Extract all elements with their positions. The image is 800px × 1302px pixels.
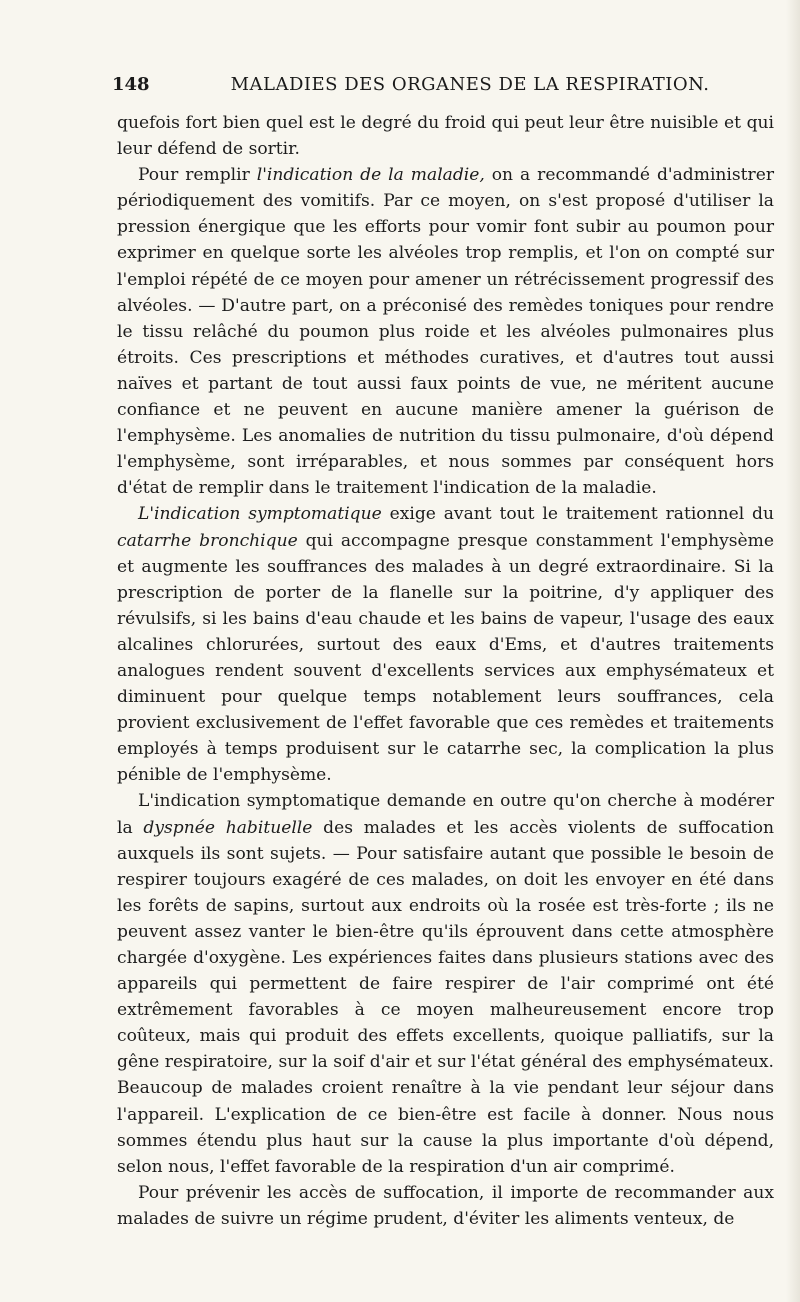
text-run: on a recommandé d'administrer périodiquement des vomitifs. Par ce moyen, on s'est proposé d'utiliser la pression énergique que les efforts pour vomir font subir au poumon pour exprimer en quelque sorte les alvéoles trop remplis, et l'on on compté sur l'emploi répété de ce moyen pour amener un rétrécissement progressif des alvéoles. — D'autre part, on a préconisé des remèdes toniques pour rendre le tissu relâché du poumon plus roide et les alvéoles pulmonaires plus étroits. Ces prescriptions et méthodes curatives, et d'autres tout aussi naïves et partant de tout aussi faux points de vue, ne méritent aucune confiance et ne peuvent en aucune manière amener la guérison de l'emphysème. Les anomalies de nutrition du tissu pulmonaire, d'où dépend l'emphysème, sont irréparables, et nous sommes par conséquent hors d'état de remplir dans le traitement l'indication de la maladie. (117, 165, 774, 499)
paragraph (117, 1180, 774, 1232)
text-run: exige avant tout le traitement rationnel du (381, 504, 774, 525)
page-number: 148 (112, 74, 150, 95)
text-run: Pour prévenir les accès de suffocation, il importe de recommander aux malades de suivre un régime prudent, d'éviter les aliments venteux, de (117, 1182, 774, 1229)
paragraph (117, 501, 774, 788)
text-run: Pour remplir (138, 165, 257, 186)
paragraph (117, 788, 774, 1179)
italic-text: dyspnée habituelle (143, 817, 313, 838)
text-run: quefois fort bien quel est le degré du froid qui peut leur être nuisible et qui leur défend de sortir. (117, 113, 774, 160)
italic-text: catarrhe bronchique (117, 530, 298, 551)
paragraph (117, 110, 774, 162)
italic-text: l'indication de la maladie, (256, 165, 485, 186)
text-run: qui accompagne presque constamment l'emphysème et augmente les souffrances des malades à un degré extraordinaire. Si la prescription de porter de la flanelle sur la poitrine, d'y appliquer des révulsifs, si les bains d'eau chaude et les bains de vapeur, l'usage des eaux alcalines chlorurées, surtout des eaux d'Ems, et d'autres traitements analogues rendent souvent d'excellents services aux emphysémateux et diminuent pour quelque temps notablement leurs souffrances, cela provient exclusivement de l'effet favorable que ces remèdes et traitements employés à temps produisent sur le catarrhe sec, la complication la plus pénible de l'emphysème. (117, 530, 774, 786)
page-edge-shadow (786, 0, 800, 1302)
text-run: L'indication symptomatique demande en outre qu'on cherche à modérer la (117, 791, 774, 838)
body-text (117, 110, 774, 1232)
running-title: MALADIES DES ORGANES DE LA RESPIRATION. (230, 74, 710, 95)
running-head (112, 74, 774, 100)
text-run: des malades et les accès violents de suffocation auxquels ils sont sujets. — Pour satisfaire autant que possible le besoin de respirer toujours exagéré de ces malades, on doit les envoyer en été dans les forêts de sapins, surtout aux endroits où la rosée est très-forte ; ils ne peuvent assez vanter le bien-être qu'ils éprouvent dans cette atmosphère chargée d'oxygène. Les expériences faites dans plusieurs stations avec des appareils qui permettent de faire respirer de l'air comprimé ont été extrêmement favorables à ce moyen malheureusement encore trop coûteux, mais qui produit des effets excellents, quoique palliatifs, sur la gêne respiratoire, sur la soif d'air et sur l'état général des emphysémateux. Beaucoup de malades croient renaître à la vie pendant leur séjour dans l'appareil. L'explication de ce bien-être est facile à donner. Nous nous sommes étendu plus haut sur la cause la plus importante d'où dépend, selon nous, l'effet favorable de la respiration d'un air comprimé. (117, 817, 774, 1177)
paragraph (117, 162, 774, 501)
italic-text: L'indication symptomatique (138, 504, 382, 525)
